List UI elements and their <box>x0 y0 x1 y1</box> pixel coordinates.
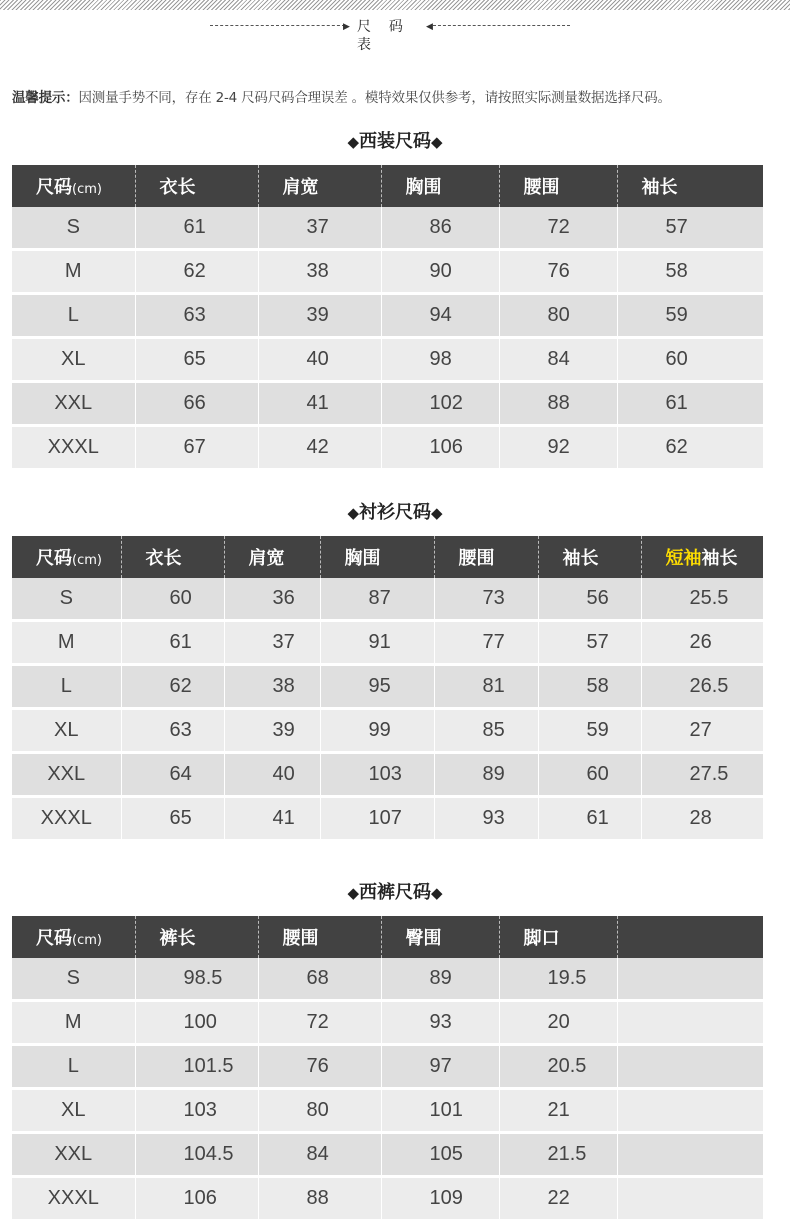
table-row <box>12 1177 763 1220</box>
table-cell: 92 <box>499 426 617 469</box>
table-row <box>12 578 763 621</box>
table-cell <box>617 1089 763 1133</box>
table-cell: 39 <box>258 294 381 338</box>
banner-title: 尺 码 表 <box>357 18 410 52</box>
table-cell: 101.5 <box>135 1045 258 1089</box>
column-header: 裤长 <box>135 916 258 958</box>
size-cell: M <box>12 250 135 294</box>
column-header: 衣长 <box>135 165 258 207</box>
column-header: 腰围 <box>258 916 381 958</box>
column-header: 肩宽 <box>258 165 381 207</box>
table-cell: 67 <box>135 426 258 469</box>
table-cell: 58 <box>538 665 641 709</box>
table-cell: 22 <box>499 1177 617 1220</box>
table-cell: 60 <box>538 753 641 797</box>
table-cell: 27 <box>641 709 763 753</box>
table-cell: 84 <box>499 338 617 382</box>
table-cell: 87 <box>320 578 434 621</box>
table-cell: 93 <box>434 797 538 840</box>
diamond-icon: ◆ <box>431 133 443 151</box>
table-cell: 62 <box>135 250 258 294</box>
table-cell: 28 <box>641 797 763 840</box>
table-cell: 76 <box>258 1045 381 1089</box>
table-cell: 65 <box>135 338 258 382</box>
table-cell <box>617 1001 763 1045</box>
size-cell: L <box>12 294 135 338</box>
table-cell: 63 <box>135 294 258 338</box>
size-cell: XL <box>12 338 135 382</box>
decorative-stripe <box>0 0 790 10</box>
table-row <box>12 207 763 250</box>
size-cell: L <box>12 1045 135 1089</box>
short-sleeve-highlight: 短袖 <box>665 548 702 569</box>
table-cell: 76 <box>499 250 617 294</box>
column-header: 肩宽 <box>224 536 320 578</box>
column-header: 臀围 <box>381 916 499 958</box>
table-cell: 90 <box>381 250 499 294</box>
table-cell: 63 <box>121 709 224 753</box>
table-cell <box>617 1045 763 1089</box>
size-cell: XXXL <box>12 797 121 840</box>
column-header: 腰围 <box>499 165 617 207</box>
table-cell: 59 <box>538 709 641 753</box>
table-cell: 98.5 <box>135 958 258 1001</box>
table-cell: 73 <box>434 578 538 621</box>
table-row <box>12 382 763 426</box>
column-header: 胸围 <box>320 536 434 578</box>
short-sleeve-column-header: 短袖袖长 <box>641 536 763 578</box>
size-cell: S <box>12 207 135 250</box>
table-cell: 72 <box>258 1001 381 1045</box>
column-header: 袖长 <box>617 165 763 207</box>
shirt-title-text: 衬衫尺码 <box>359 502 431 523</box>
table-cell: 94 <box>381 294 499 338</box>
table-cell: 62 <box>121 665 224 709</box>
table-row <box>12 958 763 1001</box>
size-cell: XL <box>12 1089 135 1133</box>
size-cell: XXL <box>12 753 121 797</box>
table-cell: 39 <box>224 709 320 753</box>
size-cell: XXL <box>12 382 135 426</box>
table-cell: 57 <box>617 207 763 250</box>
table-cell: 36 <box>224 578 320 621</box>
table-cell: 103 <box>320 753 434 797</box>
size-cell: M <box>12 1001 135 1045</box>
table-row <box>12 753 763 797</box>
table-cell: 64 <box>121 753 224 797</box>
table-cell: 100 <box>135 1001 258 1045</box>
table-cell: 106 <box>135 1177 258 1220</box>
size-cell: XL <box>12 709 121 753</box>
table-row <box>12 338 763 382</box>
size-cell: XXXL <box>12 1177 135 1220</box>
table-cell: 20.5 <box>499 1045 617 1089</box>
table-cell: 58 <box>617 250 763 294</box>
table-cell: 89 <box>381 958 499 1001</box>
table-cell: 25.5 <box>641 578 763 621</box>
table-cell: 61 <box>538 797 641 840</box>
table-cell: 42 <box>258 426 381 469</box>
table-cell: 19.5 <box>499 958 617 1001</box>
table-cell: 72 <box>499 207 617 250</box>
table-cell: 41 <box>258 382 381 426</box>
column-header: 衣长 <box>121 536 224 578</box>
table-cell: 107 <box>320 797 434 840</box>
table-header-row <box>12 536 763 578</box>
table-cell: 38 <box>258 250 381 294</box>
size-notice <box>12 86 671 106</box>
table-cell: 98 <box>381 338 499 382</box>
table-cell: 81 <box>434 665 538 709</box>
table-cell: 57 <box>538 621 641 665</box>
column-header: 袖长 <box>538 536 641 578</box>
table-cell: 60 <box>121 578 224 621</box>
table-cell <box>617 1133 763 1177</box>
table-cell: 60 <box>617 338 763 382</box>
table-cell: 61 <box>135 207 258 250</box>
table-cell: 61 <box>617 382 763 426</box>
table-cell: 84 <box>258 1133 381 1177</box>
table-cell: 26.5 <box>641 665 763 709</box>
table-cell: 105 <box>381 1133 499 1177</box>
table-cell: 91 <box>320 621 434 665</box>
table-cell: 102 <box>381 382 499 426</box>
table-cell: 95 <box>320 665 434 709</box>
table-cell: 65 <box>121 797 224 840</box>
table-cell: 21.5 <box>499 1133 617 1177</box>
table-cell: 37 <box>258 207 381 250</box>
diamond-icon: ◆ <box>431 504 443 522</box>
table-cell: 20 <box>499 1001 617 1045</box>
table-header-row <box>12 916 763 958</box>
diamond-icon: ◆ <box>431 884 443 902</box>
pants-size-table <box>12 916 763 1219</box>
diamond-icon: ◆ <box>347 884 359 902</box>
table-cell: 40 <box>258 338 381 382</box>
size-cell: S <box>12 958 135 1001</box>
table-cell: 85 <box>434 709 538 753</box>
size-column-header: 尺码(cm) <box>12 916 135 958</box>
arrow-left-icon: ◀ <box>426 21 433 31</box>
size-column-header: 尺码(cm) <box>12 165 135 207</box>
table-row <box>12 1089 763 1133</box>
table-cell <box>617 1177 763 1220</box>
notice-text: 因测量手势不同，存在 2-4 尺码尺码合理误差 。模特效果仅供参考，请按照实际测量数据选择尺码。 <box>78 90 671 106</box>
banner-dashed-line-right <box>433 25 570 26</box>
table-cell: 88 <box>499 382 617 426</box>
table-row <box>12 1045 763 1089</box>
table-row <box>12 1133 763 1177</box>
table-cell: 66 <box>135 382 258 426</box>
table-cell: 86 <box>381 207 499 250</box>
diamond-icon: ◆ <box>347 133 359 151</box>
table-cell <box>617 958 763 1001</box>
size-cell: S <box>12 578 121 621</box>
table-cell: 77 <box>434 621 538 665</box>
table-cell: 56 <box>538 578 641 621</box>
table-row <box>12 797 763 840</box>
size-column-header: 尺码(cm) <box>12 536 121 578</box>
table-cell: 68 <box>258 958 381 1001</box>
shirt-size-table <box>12 536 763 839</box>
suit-title-text: 西装尺码 <box>359 131 431 152</box>
column-header: 腰围 <box>434 536 538 578</box>
table-cell: 27.5 <box>641 753 763 797</box>
column-header <box>617 916 763 958</box>
table-cell: 80 <box>499 294 617 338</box>
size-cell: L <box>12 665 121 709</box>
pants-title-text: 西裤尺码 <box>359 882 431 903</box>
size-cell: XXL <box>12 1133 135 1177</box>
suit-section-title <box>0 127 790 153</box>
table-cell: 41 <box>224 797 320 840</box>
column-header: 胸围 <box>381 165 499 207</box>
table-cell: 109 <box>381 1177 499 1220</box>
table-cell: 88 <box>258 1177 381 1220</box>
table-row <box>12 250 763 294</box>
table-row <box>12 665 763 709</box>
table-cell: 40 <box>224 753 320 797</box>
table-row <box>12 426 763 469</box>
table-cell: 101 <box>381 1089 499 1133</box>
table-cell: 89 <box>434 753 538 797</box>
table-header-row <box>12 165 763 207</box>
table-cell: 62 <box>617 426 763 469</box>
table-cell: 21 <box>499 1089 617 1133</box>
diamond-icon: ◆ <box>347 504 359 522</box>
table-row <box>12 621 763 665</box>
table-cell: 106 <box>381 426 499 469</box>
table-row <box>12 709 763 753</box>
suit-size-table <box>12 165 763 468</box>
table-cell: 80 <box>258 1089 381 1133</box>
banner-dashed-line-left <box>210 25 345 26</box>
size-cell: M <box>12 621 121 665</box>
table-cell: 97 <box>381 1045 499 1089</box>
size-chart-banner <box>0 17 790 52</box>
shirt-section-title <box>0 498 790 524</box>
table-cell: 99 <box>320 709 434 753</box>
arrow-right-icon: ▶ <box>343 21 350 31</box>
table-cell: 59 <box>617 294 763 338</box>
table-cell: 61 <box>121 621 224 665</box>
table-cell: 104.5 <box>135 1133 258 1177</box>
table-cell: 93 <box>381 1001 499 1045</box>
table-row <box>12 1001 763 1045</box>
pants-section-title <box>0 878 790 904</box>
column-header: 脚口 <box>499 916 617 958</box>
table-cell: 38 <box>224 665 320 709</box>
table-cell: 26 <box>641 621 763 665</box>
size-cell: XXXL <box>12 426 135 469</box>
table-cell: 103 <box>135 1089 258 1133</box>
table-cell: 37 <box>224 621 320 665</box>
notice-label: 温馨提示： <box>12 90 79 106</box>
table-row <box>12 294 763 338</box>
